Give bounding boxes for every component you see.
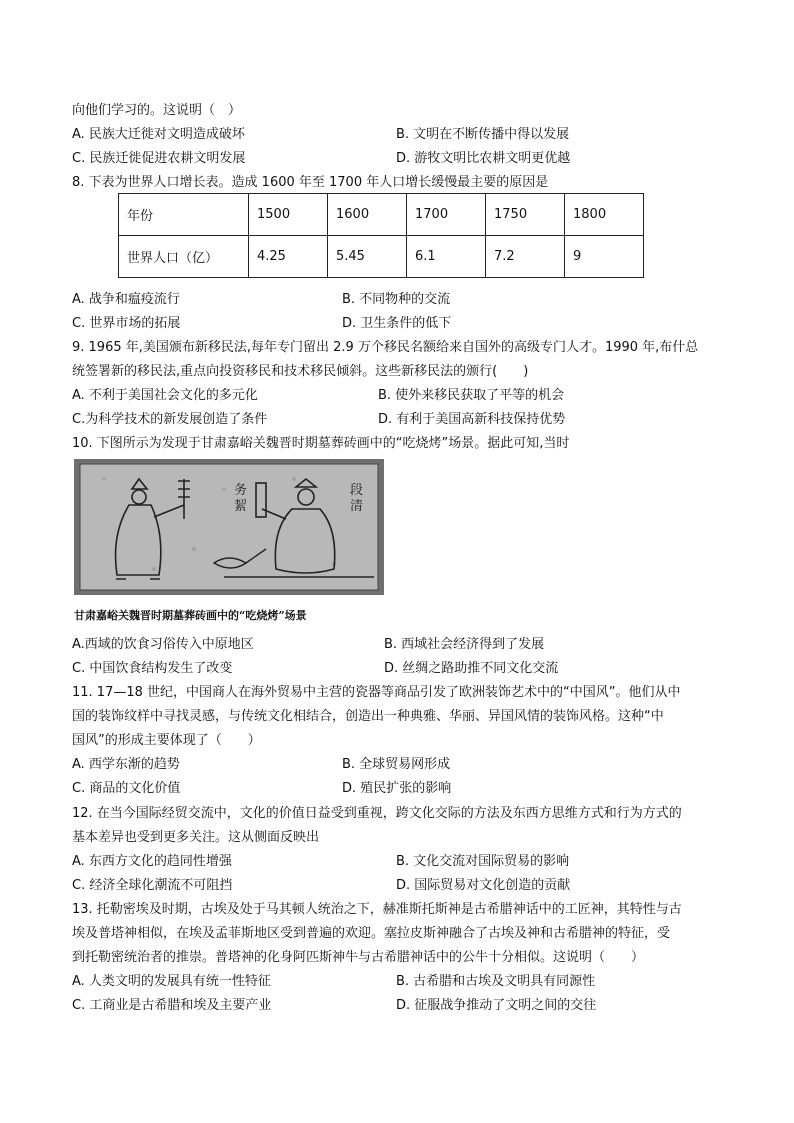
q12-option-d: D. 国际贸易对文化创造的贡献 (396, 878, 571, 893)
table-cell: 9 (565, 236, 644, 278)
q10-option-b: B. 西域社会经济得到了发展 (384, 637, 545, 652)
q7-option-c: C. 民族迁徙促进农耕文明发展 (72, 151, 246, 166)
q11-stem-line-2: 国的装饰纹样中寻找灵感，与传统文化相结合，创造出一种典雅、华丽、异国风情的装饰风格。这种“中 (72, 709, 664, 724)
table-header-row (119, 194, 644, 236)
q8-option-d: D. 卫生条件的低下 (342, 316, 452, 331)
table-cell: 6.1 (407, 236, 486, 278)
q8-option-b: B. 不同物种的交流 (342, 292, 451, 307)
q12-option-a: A. 东西方文化的趋同性增强 (72, 854, 232, 869)
q8-option-c: C. 世界市场的拓展 (72, 316, 181, 331)
q12-stem-line-2: 基本差异也受到更多关注。这从侧面反映出 (72, 830, 320, 845)
q13-stem-line-3: 到托勒密统治者的推崇。普塔神的化身阿匹斯神牛与古希腊神话中的公牛十分相似。这说明（ ） (72, 950, 645, 965)
q12-option-b: B. 文化交流对国际贸易的影响 (396, 854, 570, 869)
q13-stem-line-1: 13. 托勒密埃及时期，古埃及处于马其顿人统治之下，赫准斯托斯神是古希腊神话中的工匠神，其特性与古 (72, 902, 682, 917)
q9-option-b: B. 使外来移民获取了平等的机会 (378, 388, 565, 403)
figure-caption: 甘肃嘉峪关魏晋时期墓葬砖画中的“吃烧烤”场景 (74, 609, 307, 622)
q8-stem: 8. 下表为世界人口增长表。造成 1600 年至 1700 年人口增长缓慢最主要的原因是 (72, 175, 549, 190)
table-cell: 1600 (328, 194, 407, 236)
q10-option-d: D. 丝绸之路助推不同文化交流 (384, 661, 559, 676)
q13-option-a: A. 人类文明的发展具有统一性特征 (72, 974, 271, 989)
q11-option-b: B. 全球贸易网形成 (342, 757, 451, 772)
table-cell: 年份 (119, 194, 249, 236)
q7-option-d: D. 游牧文明比农耕文明更优越 (396, 151, 571, 166)
table-row (119, 236, 644, 278)
table-cell: 4.25 (249, 236, 328, 278)
brick-painting-image (74, 459, 384, 595)
figure-label-right: 段清 (350, 483, 364, 514)
q9-option-c: C.为科学技术的新发展创造了条件 (72, 412, 268, 427)
q11-option-d: D. 殖民扩张的影响 (342, 781, 452, 796)
q11-stem-line-1: 11. 17—18 世纪，中国商人在海外贸易中主营的瓷器等商品引发了欧洲装饰艺术中的“中国风”。他们从中 (72, 685, 681, 700)
q13-stem-line-2: 埃及普塔神相似，在埃及孟菲斯地区受到普遍的欢迎。塞拉皮斯神融合了古埃及神和古希腊神的特征，受 (72, 926, 671, 941)
q11-option-a: A. 西学东渐的趋势 (72, 757, 180, 772)
q12-option-c: C. 经济全球化潮流不可阻挡 (72, 878, 233, 893)
q9-option-a: A. 不利于美国社会文化的多元化 (72, 388, 258, 403)
q11-stem-line-3: 国风”的形成主要体现了（ ） (72, 733, 261, 748)
q7-option-b: B. 文明在不断传播中得以发展 (396, 127, 570, 142)
q8-option-a: A. 战争和瘟疫流行 (72, 292, 180, 307)
q10-option-c: C. 中国饮食结构发生了改变 (72, 661, 233, 676)
q9-stem-line-2: 统签署新的移民法,重点向投资移民和技术移民倾斜。这些新移民法的颁行( ) (72, 364, 529, 379)
table-cell: 世界人口（亿） (119, 236, 249, 278)
q13-option-c: C. 工商业是古希腊和埃及主要产业 (72, 998, 272, 1013)
q13-option-b: B. 古希腊和古埃及文明具有同源性 (396, 974, 596, 989)
brick-painting-drawing (74, 459, 384, 595)
intro-line: 向他们学习的。这说明（ ） (72, 103, 242, 118)
table-cell: 7.2 (486, 236, 565, 278)
population-table (118, 193, 644, 278)
table-cell: 1700 (407, 194, 486, 236)
q9-option-d: D. 有利于美国高新科技保持优势 (378, 412, 566, 427)
q10-stem: 10. 下图所示为发现于甘肃嘉峪关魏晋时期墓葬砖画中的“吃烧烤”场景。据此可知,当时 (72, 436, 570, 451)
q13-option-d: D. 征服战争推动了文明之间的交往 (396, 998, 597, 1013)
figure-label-left: 务絜 (234, 483, 248, 514)
table-cell: 5.45 (328, 236, 407, 278)
table-cell: 1500 (249, 194, 328, 236)
q11-option-c: C. 商品的文化价值 (72, 781, 181, 796)
q10-option-a: A.西域的饮食习俗传入中原地区 (72, 637, 254, 652)
table-cell: 1750 (486, 194, 565, 236)
q9-stem-line-1: 9. 1965 年,美国颁布新移民法,每年专门留出 2.9 万个移民名额给来自国外的高级专门人才。1990 年,布什总 (72, 340, 699, 355)
q12-stem-line-1: 12. 在当今国际经贸交流中，文化的价值日益受到重视，跨文化交际的方法及东西方思维方式和行为方式的 (72, 806, 682, 821)
table-cell: 1800 (565, 194, 644, 236)
q7-option-a: A. 民族大迁徙对文明造成破坏 (72, 127, 245, 142)
